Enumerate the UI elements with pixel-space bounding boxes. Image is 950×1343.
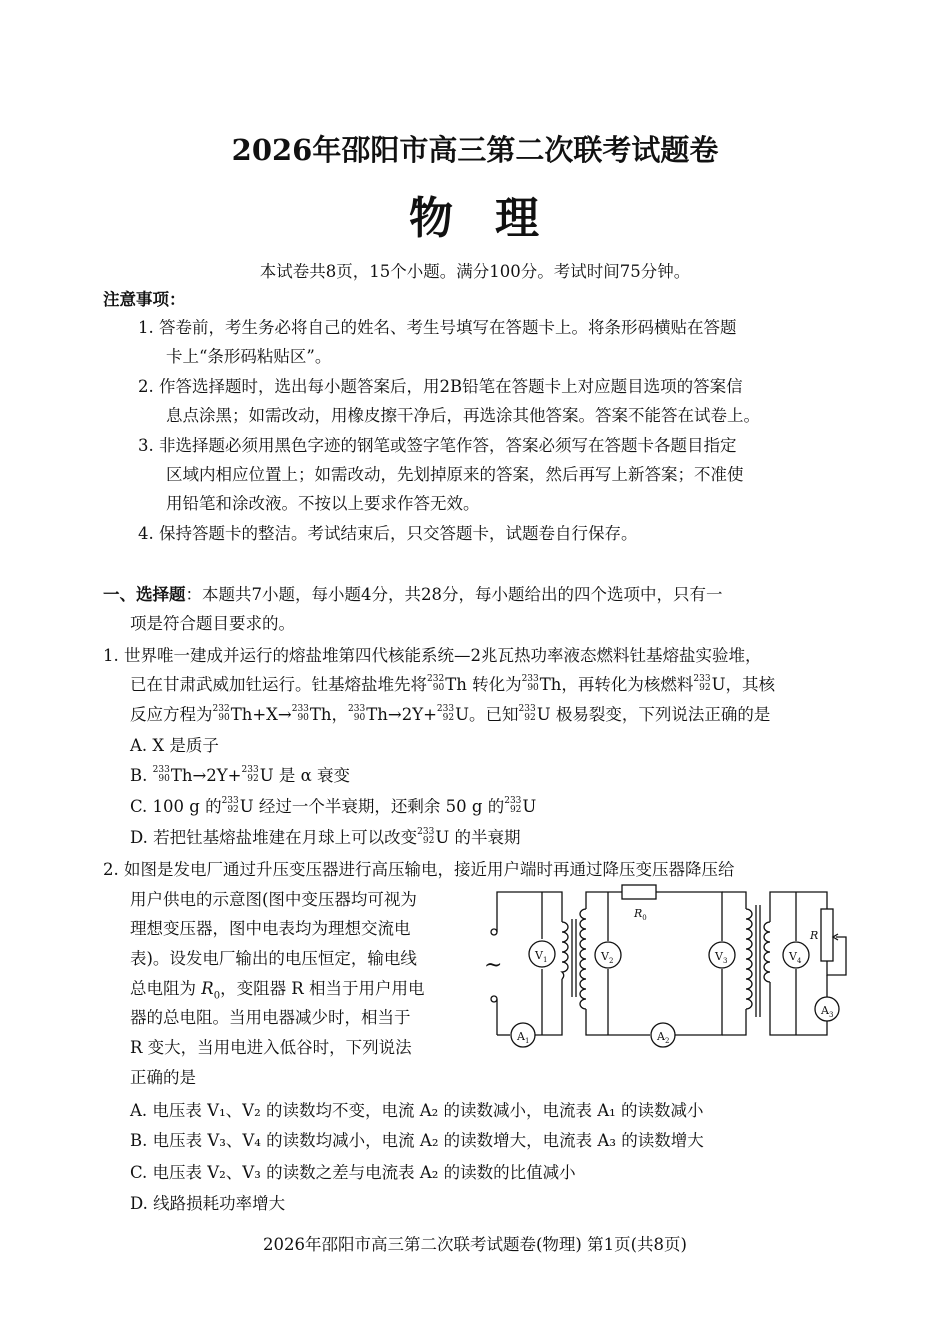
q1-stem-line-3: 反应方程为 232 90 Th+X→ 233 90 Th， 233 90 Th→2Y+ 233 92 U。已知 233 92 U 极易裂变，下列说法正确的是	[130, 703, 771, 724]
q2-stem-line-2: 用户供电的示意图(图中变压器均可视为	[130, 890, 417, 909]
ac-source-symbol: ~	[484, 953, 503, 978]
q1-stem-line-2: 已在甘肃武威加钍运行。钍基熔盐堆先将 232 90 Th 转化为 233 90 Th，再转化为核燃料 233 92 U，其核	[130, 673, 775, 694]
notice-item-1-line-1: 1. 答卷前，考生务必将自己的姓名、考生号填写在答题卡上。将条形码横贴在答题	[138, 318, 737, 337]
exam-intro: 本试卷共8页，15个小题。满分100分。考试时间75分钟。	[259, 262, 691, 281]
svg-text:R: R	[810, 929, 819, 942]
svg-text:A2: $A_2$	[657, 1030, 670, 1045]
terminal-bottom	[491, 996, 497, 1002]
notice-item-2-line-1: 2. 作答选择题时，选出每小题答案后，用2B铅笔在答题卡上对应题目选项的答案信	[138, 377, 743, 396]
notice-item-4: 4. 保持答题卡的整洁。考试结束后，只交答题卡，试题卷自行保存。	[138, 524, 638, 543]
line-resistor-r0	[622, 885, 656, 899]
svg-text:R0: $R_0$	[634, 907, 647, 922]
q2-stem-line-8: 正确的是	[130, 1068, 196, 1087]
q1-option-b: B. 233 90 Th→2Y+ 233 92 U 是 α 衰变	[130, 764, 350, 785]
q2-option-c: C. 电压表 V₂、V₃ 的读数之差与电流表 A₂ 的读数的比值减小	[130, 1163, 576, 1182]
notice-item-1-line-2: 卡上“条形码粘贴区”。	[166, 347, 332, 366]
exam-title: 2026年邵阳市高三第二次联考试题卷	[231, 133, 719, 167]
q2-stem-line-7: R 变大，当用电进入低谷时，下列说法	[130, 1038, 412, 1057]
q2-stem-line-1: 2. 如图是发电厂通过升压变压器进行高压输电，接近用户端时再通过降压变压器降压给	[103, 860, 735, 879]
q2-stem-line-6: 器的总电阻。当用电器减少时，相当于	[130, 1008, 411, 1027]
svg-text:V3: $V_3$	[715, 950, 728, 965]
q2-option-d: D. 线路损耗功率增大	[130, 1194, 286, 1213]
svg-text:A3: $A_3$	[821, 1004, 834, 1019]
svg-text:V2: $V_2$	[601, 950, 614, 965]
q1-option-a: A. X 是质子	[130, 736, 219, 755]
section-1-desc: 项是符合题目要求的。	[130, 614, 295, 633]
q2-stem-line-4: 表)。设发电厂输出的电压恒定，输电线	[130, 949, 417, 968]
svg-text:A1: $A_1$	[517, 1030, 530, 1045]
q2-stem-line-5: 总电阻为 $R_0$，变阻器 R 相当于用户用电	[130, 979, 425, 1002]
page-footer: 2026年邵阳市高三第二次联考试题卷(物理) 第1页(共8页)	[263, 1235, 687, 1254]
q1-option-d: D. 若把钍基熔盐堆建在月球上可以改变 233 92 U 的半衰期	[130, 826, 521, 847]
notice-item-2-line-2: 息点涂黑；如需改动，用橡皮擦干净后，再选涂其他答案。答案不能答在试卷上。	[166, 406, 760, 425]
svg-text:V1: $V_1$	[535, 949, 548, 964]
transmission-circuit-diagram	[484, 877, 854, 1057]
svg-text:V4: $V_4$	[789, 950, 802, 965]
notice-heading: 注意事项：	[103, 290, 186, 309]
notice-item-3-line-1: 3. 非选择题必须用黑色字迹的钢笔或签字笔作答，答案必须写在答题卡各题目指定	[138, 436, 737, 455]
subject-title: 物 理	[409, 193, 541, 244]
q1-stem-line-1: 1. 世界唯一建成并运行的熔盐堆第四代核能系统—2兆瓦热功率液态燃料钍基熔盐实验堆，	[103, 646, 762, 665]
section-1-heading: 一、选择题：本题共7小题，每小题4分，共28分，每小题给出的四个选项中，只有一	[103, 585, 723, 604]
q1-option-c: C. 100 g 的 233 92 U 经过一个半衰期，还剩余 50 g 的 233 92 U	[130, 795, 537, 816]
q2-option-b: B. 电压表 V₃、V₄ 的读数均减小，电流 A₂ 的读数增大，电流表 A₃ 的读数增大	[130, 1131, 704, 1150]
notice-item-3-line-2: 区域内相应位置上；如需改动，先划掉原来的答案，然后再写上新答案；不准使	[166, 465, 744, 484]
q2-option-a: A. 电压表 V₁、V₂ 的读数均不变，电流 A₂ 的读数减小，电流表 A₁ 的读数减小	[130, 1101, 704, 1120]
terminal-top	[491, 929, 497, 935]
q2-stem-line-3: 理想变压器，图中电表均为理想交流电	[130, 919, 411, 938]
load-rheostat-r	[821, 909, 833, 961]
notice-item-3-line-3: 用铅笔和涂改液。不按以上要求作答无效。	[166, 494, 480, 513]
